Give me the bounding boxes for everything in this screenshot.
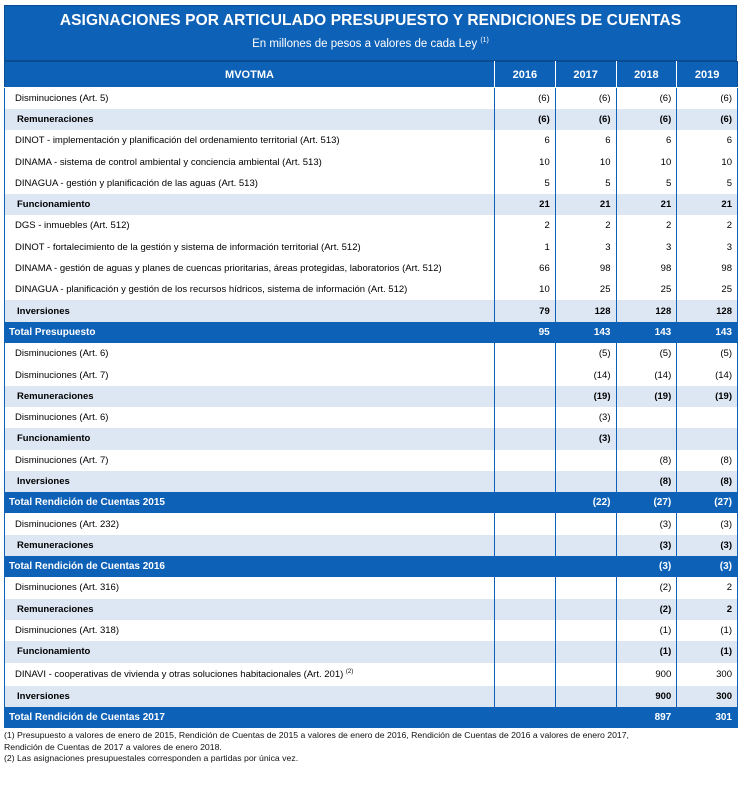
value-cell	[555, 577, 616, 598]
value-cell: 25	[555, 279, 616, 300]
value-cell: (1)	[677, 620, 738, 641]
value-cell: 98	[555, 258, 616, 279]
value-cell	[495, 428, 556, 449]
column-header-year: 2019	[677, 62, 738, 88]
header-row	[5, 62, 738, 88]
value-cell	[495, 663, 556, 686]
row-label	[5, 258, 495, 279]
value-cell	[616, 407, 677, 428]
subtotal-row	[5, 386, 738, 407]
value-cell: 3	[677, 237, 738, 258]
row-label	[5, 535, 495, 556]
row-label-text: Funcionamiento	[17, 646, 91, 658]
row-label-text: Disminuciones (Art. 232)	[15, 518, 120, 530]
value-cell	[677, 407, 738, 428]
subtotal-row	[5, 471, 738, 492]
row-label-text: Total Rendición de Cuentas 2016	[9, 561, 165, 573]
table-row	[5, 577, 738, 598]
value-cell: 10	[495, 151, 556, 172]
value-cell: 25	[677, 279, 738, 300]
total-row	[5, 492, 738, 513]
value-cell	[495, 513, 556, 534]
value-cell	[495, 407, 556, 428]
value-cell: 10	[555, 151, 616, 172]
value-cell: 301	[677, 707, 738, 728]
value-cell: (8)	[616, 471, 677, 492]
value-cell: 6	[616, 130, 677, 151]
table-row	[5, 343, 738, 364]
value-cell	[495, 343, 556, 364]
value-cell: 300	[677, 663, 738, 686]
value-cell: (6)	[495, 88, 556, 109]
value-cell: 2	[677, 599, 738, 620]
title-banner	[4, 5, 737, 61]
subtitle-footnote-ref: (1)	[480, 37, 489, 44]
row-label-text: Inversiones	[17, 475, 70, 487]
value-cell: 128	[555, 300, 616, 321]
subtotal-row	[5, 641, 738, 662]
value-cell: (5)	[555, 343, 616, 364]
subtotal-row	[5, 535, 738, 556]
value-cell	[495, 620, 556, 641]
value-cell	[555, 641, 616, 662]
value-cell: 2	[616, 215, 677, 236]
row-label-text: Funcionamiento	[17, 199, 91, 211]
value-cell: 128	[616, 300, 677, 321]
value-cell	[495, 556, 556, 577]
value-cell: (14)	[616, 364, 677, 385]
footnote-ref: (2)	[345, 668, 354, 675]
row-label	[5, 686, 495, 707]
row-label	[5, 109, 495, 130]
row-label	[5, 556, 495, 577]
value-cell: 21	[677, 194, 738, 215]
subtotal-row	[5, 194, 738, 215]
table-row	[5, 407, 738, 428]
value-cell	[495, 492, 556, 513]
value-cell: (8)	[677, 471, 738, 492]
value-cell: (27)	[677, 492, 738, 513]
row-label	[5, 471, 495, 492]
value-cell: 25	[616, 279, 677, 300]
row-label	[5, 492, 495, 513]
value-cell	[555, 620, 616, 641]
allocations-table	[4, 61, 738, 728]
value-cell: (19)	[616, 386, 677, 407]
row-label	[5, 343, 495, 364]
table-row	[5, 513, 738, 534]
value-cell: 66	[495, 258, 556, 279]
row-label-text: Total Rendición de Cuentas 2015	[9, 497, 165, 509]
row-label-text: Inversiones	[17, 690, 70, 702]
table-row	[5, 173, 738, 194]
row-label-text: Disminuciones (Art. 316)	[15, 582, 120, 594]
value-cell: (1)	[616, 620, 677, 641]
value-cell	[495, 707, 556, 728]
row-label	[5, 450, 495, 471]
value-cell: (6)	[495, 109, 556, 130]
row-label	[5, 173, 495, 194]
value-cell: (6)	[677, 109, 738, 130]
row-label	[5, 513, 495, 534]
value-cell: 1	[495, 237, 556, 258]
value-cell: 10	[677, 151, 738, 172]
value-cell: (5)	[677, 343, 738, 364]
value-cell: (1)	[616, 641, 677, 662]
total-row	[5, 556, 738, 577]
table-row	[5, 258, 738, 279]
footnote-2: (2) Las asignaciones presupuestales corresponden a partidas por única vez.	[4, 753, 299, 764]
value-cell: 128	[677, 300, 738, 321]
value-cell: (6)	[677, 88, 738, 109]
value-cell	[555, 471, 616, 492]
row-label	[5, 428, 495, 449]
value-cell: (3)	[677, 535, 738, 556]
value-cell: 300	[677, 686, 738, 707]
value-cell: (8)	[677, 450, 738, 471]
table-row	[5, 130, 738, 151]
column-header-year: 2016	[495, 62, 556, 88]
row-label-text: Disminuciones (Art. 5)	[15, 92, 109, 104]
row-label	[5, 407, 495, 428]
value-cell: (6)	[555, 88, 616, 109]
report-title: ASIGNACIONES POR ARTICULADO PRESUPUESTO Y RENDICIONES DE CUENTAS	[59, 12, 682, 29]
row-label	[5, 620, 495, 641]
row-label	[5, 599, 495, 620]
row-label	[5, 641, 495, 662]
value-cell: (27)	[616, 492, 677, 513]
table-row	[5, 364, 738, 385]
value-cell: (8)	[616, 450, 677, 471]
subtotal-row	[5, 599, 738, 620]
row-label-text: DINOT - fortalecimiento de la gestión y sistema de información territorial (Art. 512)	[15, 241, 361, 253]
row-label-text: DINOT - implementación y planificación del ordenamiento territorial (Art. 513)	[15, 135, 340, 147]
value-cell: 10	[495, 279, 556, 300]
row-label	[5, 279, 495, 300]
value-cell: (5)	[616, 343, 677, 364]
value-cell: 79	[495, 300, 556, 321]
value-cell: 5	[495, 173, 556, 194]
row-label-text: DINAMA - gestión de aguas y planes de cuencas prioritarias, áreas protegidas, laboratorios (Art. 512)	[15, 263, 442, 275]
row-label-text: Inversiones	[17, 305, 70, 317]
value-cell: (14)	[677, 364, 738, 385]
value-cell	[495, 471, 556, 492]
row-label-text: DINAMA - sistema de control ambiental y conciencia ambiental (Art. 513)	[15, 156, 322, 168]
value-cell: 21	[555, 194, 616, 215]
value-cell	[495, 450, 556, 471]
value-cell	[495, 364, 556, 385]
table-body	[5, 88, 738, 729]
row-label-text: Total Rendición de Cuentas 2017	[9, 711, 165, 723]
value-cell: 897	[616, 707, 677, 728]
value-cell: (2)	[616, 577, 677, 598]
table-row	[5, 88, 738, 109]
value-cell: (6)	[616, 88, 677, 109]
value-cell	[555, 707, 616, 728]
row-label-text: Remuneraciones	[17, 603, 94, 615]
value-cell: 5	[677, 173, 738, 194]
value-cell: 2	[677, 215, 738, 236]
value-cell	[616, 428, 677, 449]
row-label-text: Disminuciones (Art. 7)	[15, 369, 109, 381]
row-label	[5, 88, 495, 109]
value-cell: 143	[555, 322, 616, 343]
value-cell: 5	[616, 173, 677, 194]
value-cell: (6)	[616, 109, 677, 130]
row-label-text: Remuneraciones	[17, 113, 94, 125]
value-cell: 3	[555, 237, 616, 258]
row-label-text: DINAVI - cooperativas de vivienda y otras soluciones habitacionales (Art. 201)	[15, 668, 344, 680]
value-cell: (3)	[677, 513, 738, 534]
footnote-1-cont: Rendición de Cuentas de 2017 a valores de enero 2018.	[4, 741, 222, 752]
row-label	[5, 300, 495, 321]
value-cell: 98	[616, 258, 677, 279]
row-label	[5, 386, 495, 407]
value-cell	[495, 599, 556, 620]
table-row	[5, 279, 738, 300]
column-header-year: 2018	[616, 62, 677, 88]
row-label	[5, 130, 495, 151]
value-cell: 143	[616, 322, 677, 343]
row-label-text: DINAGUA - gestión y planificación de las aguas (Art. 513)	[15, 177, 258, 189]
value-cell: 2	[677, 577, 738, 598]
value-cell	[495, 686, 556, 707]
value-cell: (3)	[616, 556, 677, 577]
value-cell: (3)	[616, 513, 677, 534]
subtotal-row	[5, 428, 738, 449]
value-cell: 21	[495, 194, 556, 215]
value-cell: (19)	[555, 386, 616, 407]
report-subtitle-text: En millones de pesos a valores de cada Ley	[252, 38, 478, 50]
table-row	[5, 663, 738, 686]
value-cell: (6)	[555, 109, 616, 130]
value-cell	[495, 641, 556, 662]
row-label-text: DINAGUA - planificación y gestión de los recursos hídricos, sistema de información (Art. 512)	[15, 284, 408, 296]
row-label-text: Disminuciones (Art. 318)	[15, 625, 120, 637]
value-cell: 6	[677, 130, 738, 151]
row-label	[5, 151, 495, 172]
value-cell	[555, 556, 616, 577]
value-cell: 21	[616, 194, 677, 215]
value-cell	[555, 599, 616, 620]
value-cell: (3)	[555, 428, 616, 449]
column-header-entity: MVOTMA	[5, 62, 495, 88]
footnotes	[4, 728, 737, 765]
value-cell: (3)	[616, 535, 677, 556]
value-cell: 900	[616, 663, 677, 686]
value-cell	[555, 450, 616, 471]
value-cell	[495, 577, 556, 598]
subtotal-row	[5, 300, 738, 321]
value-cell: 143	[677, 322, 738, 343]
value-cell: 3	[616, 237, 677, 258]
row-label-text: Disminuciones (Art. 7)	[15, 454, 109, 466]
value-cell	[495, 386, 556, 407]
value-cell: (2)	[616, 599, 677, 620]
row-label	[5, 707, 495, 728]
value-cell: 5	[555, 173, 616, 194]
row-label	[5, 237, 495, 258]
table-row	[5, 215, 738, 236]
value-cell	[555, 686, 616, 707]
value-cell: 2	[495, 215, 556, 236]
row-label-text: Disminuciones (Art. 6)	[15, 348, 109, 360]
row-label	[5, 663, 495, 686]
row-label	[5, 322, 495, 343]
row-label-text: Remuneraciones	[17, 390, 94, 402]
row-label	[5, 215, 495, 236]
value-cell	[555, 513, 616, 534]
value-cell: (3)	[555, 407, 616, 428]
value-cell	[495, 535, 556, 556]
value-cell	[555, 535, 616, 556]
row-label-text: DGS - inmuebles (Art. 512)	[15, 220, 130, 232]
value-cell	[677, 428, 738, 449]
report-subtitle	[5, 30, 736, 50]
value-cell	[555, 663, 616, 686]
value-cell: 10	[616, 151, 677, 172]
value-cell: (14)	[555, 364, 616, 385]
value-cell: (3)	[677, 556, 738, 577]
row-label-text: Funcionamiento	[17, 433, 91, 445]
subtotal-row	[5, 109, 738, 130]
table-row	[5, 151, 738, 172]
row-label	[5, 194, 495, 215]
table-row	[5, 450, 738, 471]
table-header	[5, 62, 738, 88]
value-cell: 6	[555, 130, 616, 151]
value-cell: 2	[555, 215, 616, 236]
value-cell: 95	[495, 322, 556, 343]
value-cell: 900	[616, 686, 677, 707]
row-label-text: Remuneraciones	[17, 539, 94, 551]
report-table-container	[4, 5, 737, 765]
row-label	[5, 577, 495, 598]
total-row	[5, 707, 738, 728]
value-cell: (1)	[677, 641, 738, 662]
footnote-1: (1) Presupuesto a valores de enero de 2015, Rendición de Cuentas de 2015 a valores de enero de 2016, Rendición de Cuentas de 2016 a valores de enero 2017,	[4, 730, 629, 741]
table-row	[5, 620, 738, 641]
row-label-text: Disminuciones (Art. 6)	[15, 412, 109, 424]
value-cell: 98	[677, 258, 738, 279]
row-label-text: Total Presupuesto	[9, 326, 96, 338]
table-row	[5, 237, 738, 258]
value-cell: (19)	[677, 386, 738, 407]
value-cell: 6	[495, 130, 556, 151]
column-header-year: 2017	[555, 62, 616, 88]
row-label	[5, 364, 495, 385]
value-cell: (22)	[555, 492, 616, 513]
subtotal-row	[5, 686, 738, 707]
total-row	[5, 322, 738, 343]
